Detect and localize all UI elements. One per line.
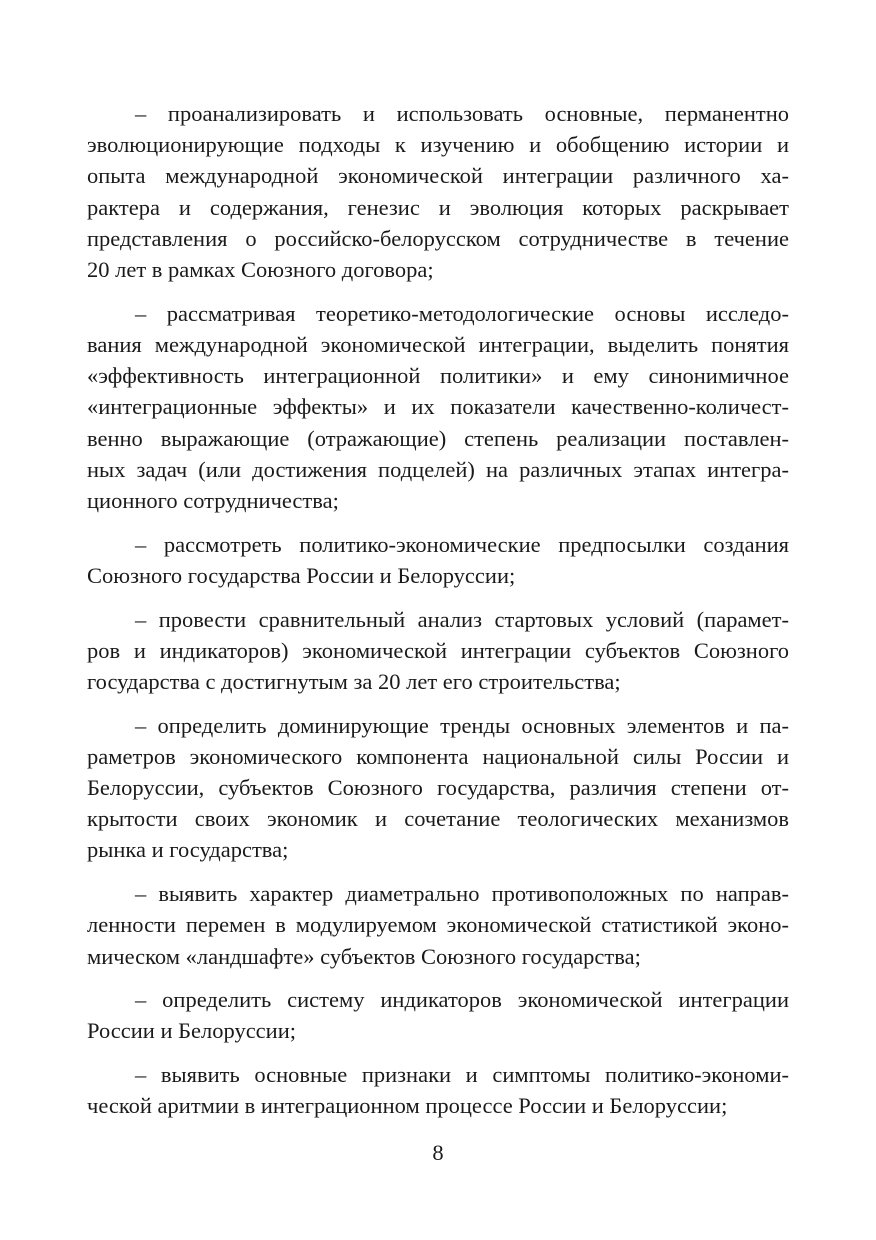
text-line: 20 лет в рамках Союзного договора; [87,257,434,283]
list-item [87,1059,789,1121]
text-line: Союзного государства России и Белоруссии; [87,562,516,588]
list-item [87,710,789,866]
list-item [87,98,789,285]
text-line: мическом «ландшафте» субъектов Союзного государства; [87,943,641,969]
text-line: эволюционирующие подходы к изучению и обобщению истории и [87,132,789,158]
text-line: Белоруссии, субъектов Союзного государства, различия степени от- [87,775,789,801]
text-line: – проанализировать и использовать основные, перманентно [135,101,789,126]
text-line: – рассмотреть политико-экономические предпосылки создания [135,531,789,557]
text-line: – рассматривая теоретико-методологические основы исследо- [135,300,789,326]
list-item [87,529,789,591]
text-line: ческой аритмии в интеграционном процессе России и Белоруссии; [87,1093,728,1119]
text-line: «интеграционные эффекты» и их показатели качественно-количест- [87,394,789,420]
text-line: – провести сравнительный анализ стартовых условий (парамет- [135,606,789,632]
text-line: ленности перемен в модулируемом экономической статистикой эконо- [87,912,789,938]
text-line: – выявить характер диаметрально противоположных по направ- [135,881,789,907]
text-line: государства с достигнутым за 20 лет его строительства; [87,668,621,694]
text-line: вания международной экономической интеграции, выделить понятия [87,331,789,357]
text-line: ных задач (или достижения подцелей) на различных этапах интегра- [87,456,789,482]
text-line: раметров экономического компонента национальной силы России и [87,743,789,769]
body-text [87,98,789,1134]
text-line: России и Белоруссии; [87,1018,297,1044]
text-line: опыта международной экономической интеграции различного ха- [87,163,789,189]
text-line: венно выражающие (отражающие) степень реализации поставлен- [87,425,789,451]
text-line: ционного сотрудничества; [87,487,339,513]
list-item [87,878,789,972]
text-line: крытости своих экономик и сочетание теологических механизмов [87,806,789,832]
text-line: – выявить основные признаки и симптомы политико-экономи- [135,1062,789,1088]
text-line: представления о российско-белорусском сотрудничестве в течение [87,225,789,251]
text-line: рактера и содержания, генезис и эволюция которых раскрывает [87,194,789,220]
list-item [87,298,789,516]
text-line: – определить систему индикаторов экономической интеграции [135,987,789,1013]
page-number: 8 [432,1140,444,1165]
list-item [87,604,789,698]
text-line: «эффективность интеграционной политики» и ему синонимичное [87,363,789,389]
list-item [87,984,789,1046]
text-line: ров и индикаторов) экономической интеграции субъектов Союзного [87,637,789,663]
text-line: рынка и государства; [87,837,289,863]
text-line: – определить доминирующие тренды основных элементов и па- [135,712,789,738]
